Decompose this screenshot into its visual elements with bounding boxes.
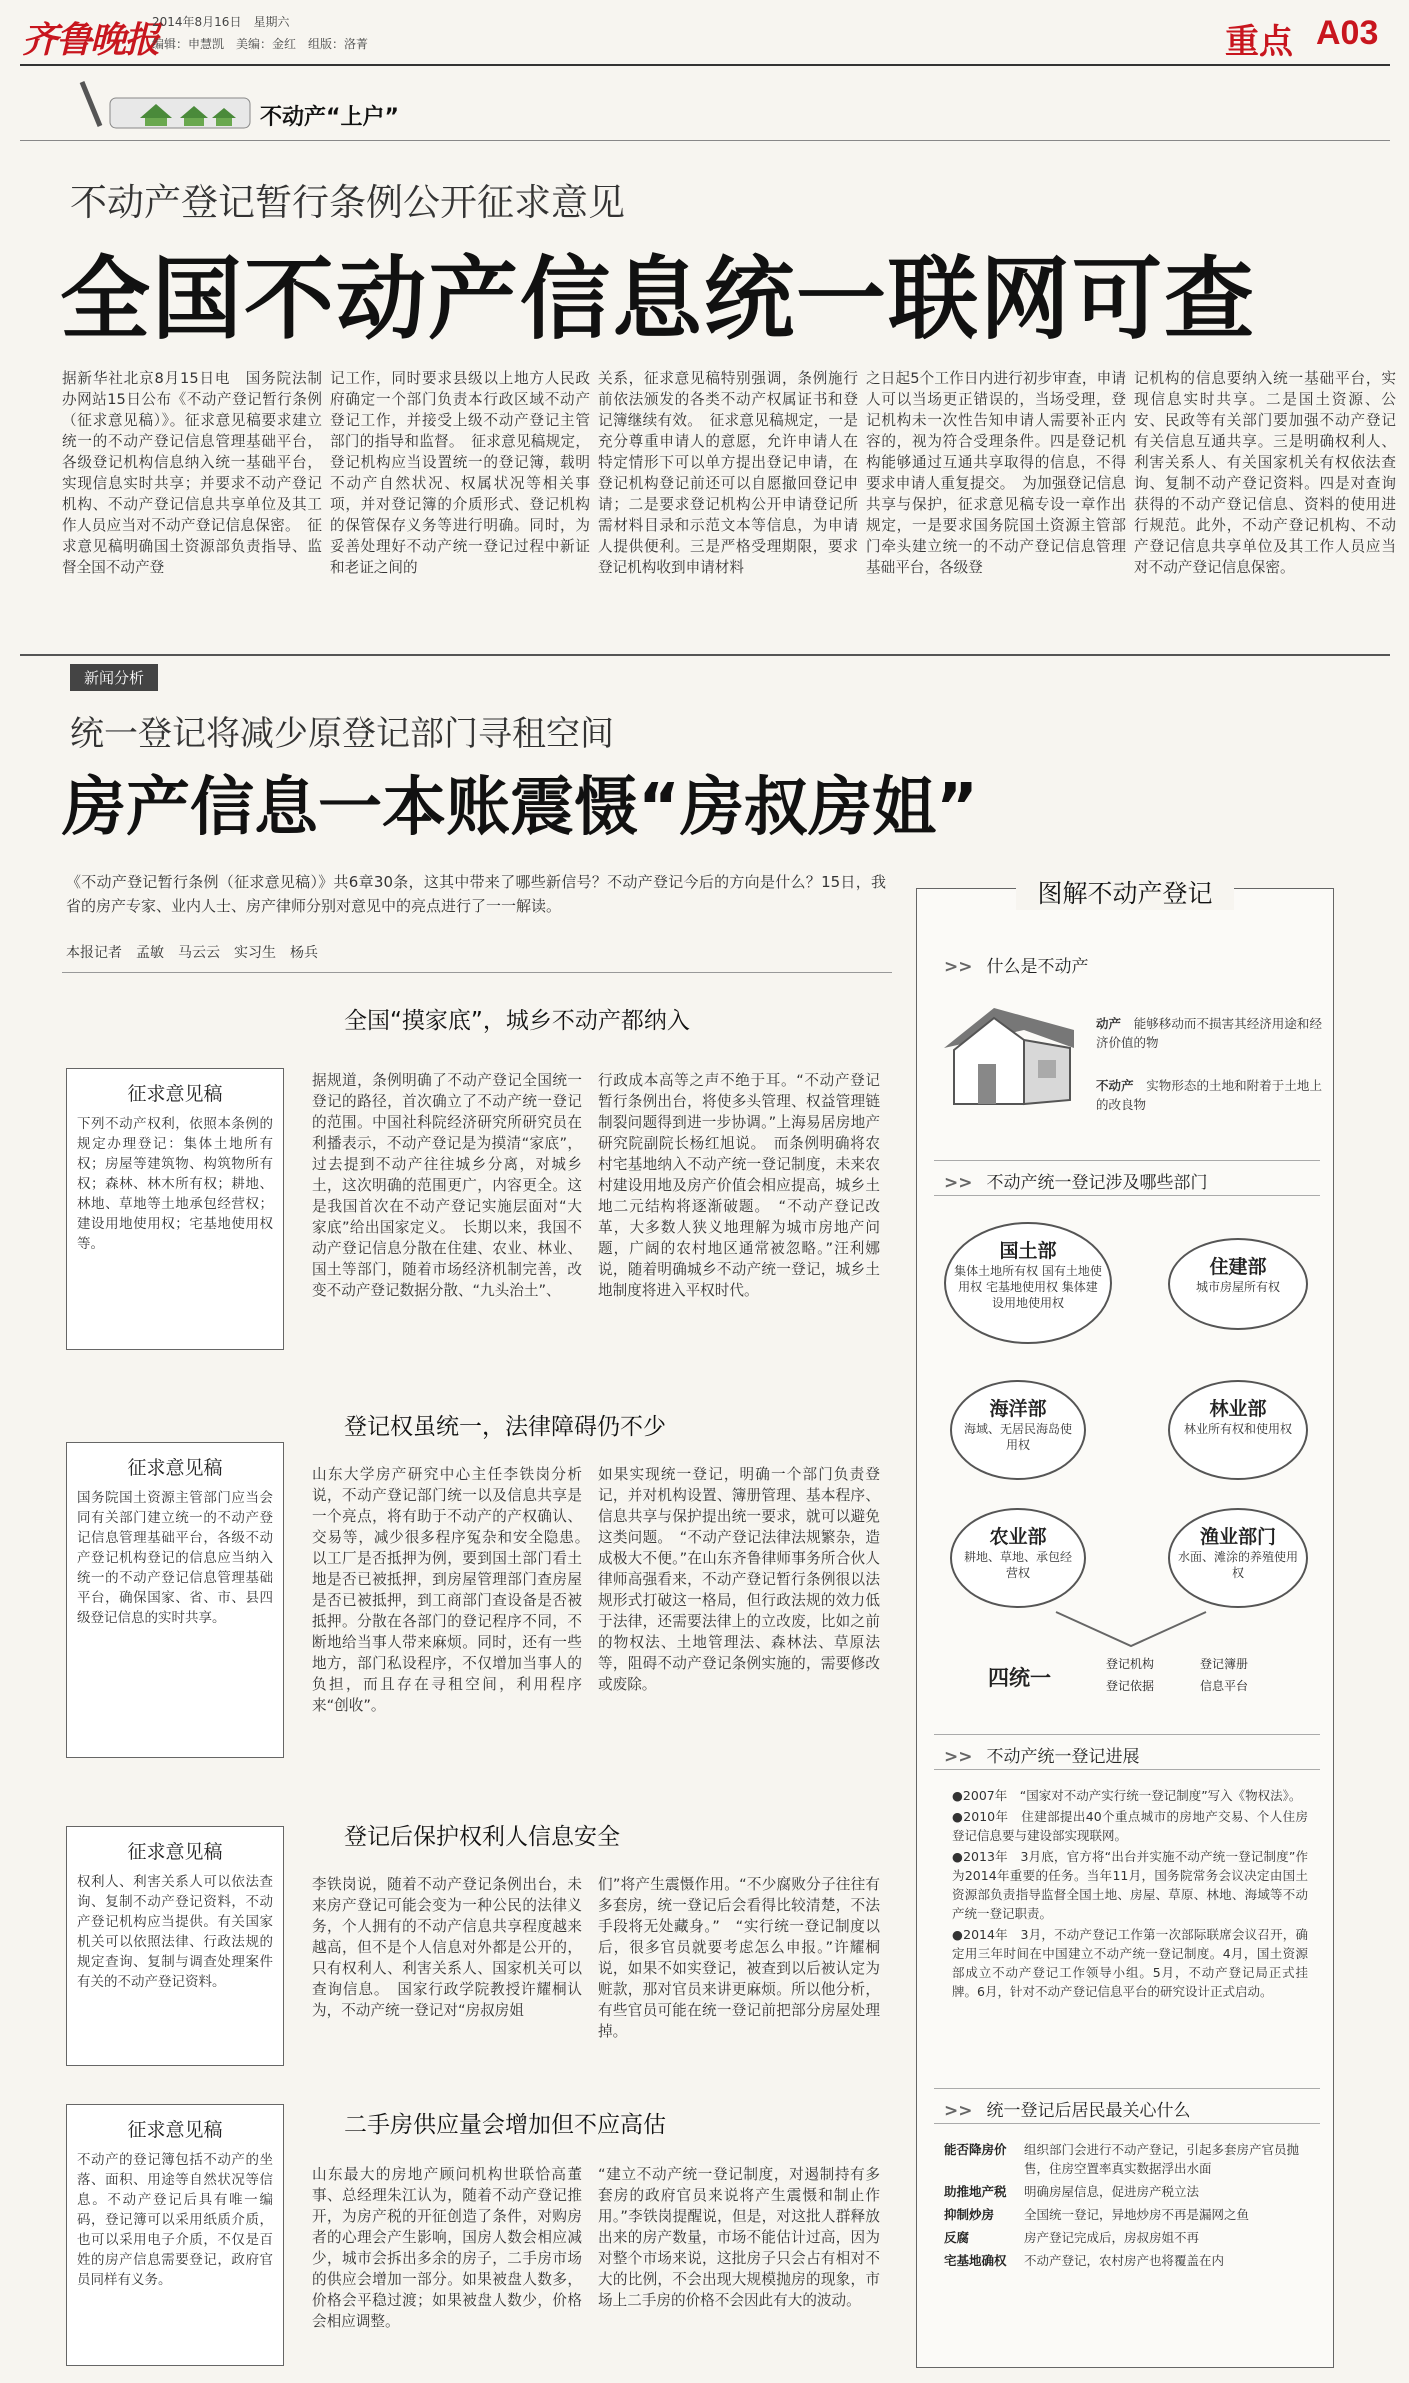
editors-line: 编辑：申慧凯 美编：金红 组版：洛菁	[152, 37, 369, 51]
house-pen-icon	[70, 78, 260, 134]
section2-title: 登记权虽统一，法律障碍仍不少	[344, 1414, 666, 1440]
newspaper-logo: 齐鲁晚报	[22, 19, 159, 61]
article1-col-4: 之日起5个工作日内进行初步审查，申请人可以当场更正错误的，当场受理，登记机构未一次性告知申请人需要补正内容的，视为符合受理条件。四是登记机构能够通过互通共享取得的信息，不得要求申请人重复提交。 为加强登记信息共享与保护，征求意见稿专设一章作出规定，一是要求国务院国土资源主管部门牵头建立统一的不动产登记信息管理基础平台，各级登	[866, 370, 1126, 576]
section3-title: 登记后保护权利人信息安全	[344, 1824, 620, 1850]
four-item-1: 登记机构	[1106, 1657, 1155, 1671]
concern-key: 能否降房价	[944, 2142, 1007, 2157]
infographic-s3-title	[944, 1742, 1312, 1767]
dept-fishery-name: 渔业部门	[1199, 1526, 1276, 1548]
dept-land-name: 国土部	[999, 1240, 1057, 1262]
concern-key: 抑制炒房	[944, 2207, 995, 2222]
sidebox-2	[66, 1442, 284, 1758]
timeline-item-2014: ●2014年 3月，不动产登记工作第一次部际联席会议召开，确定用三年时间在中国建立不动产统一登记制度。4月，国土资源部成立不动产登记工作领导小组。5月，不动产登记局正式挂牌。6月，针对不动产登记信息平台的研究设计正式启动。	[952, 1927, 1308, 1999]
dept-forestry-desc: 林业所有权和使用权	[1183, 1422, 1292, 1436]
four-item-2: 登记簿册	[1200, 1657, 1249, 1671]
article1-kicker: 不动产登记暂行条例公开征求意见	[70, 181, 625, 224]
concern-row	[944, 2182, 1310, 2201]
movable-key: 动产	[1096, 1016, 1122, 1031]
dept-ocean-desc: 海域、无居民海岛使用权	[963, 1422, 1072, 1452]
concern-value: 组织部门会进行不动产登记，引起多套房产官员抛售，住房空置率真实数据浮出水面	[1024, 2142, 1300, 2176]
masthead	[0, 0, 1409, 70]
s1-title-text: 什么是不动产	[986, 957, 1089, 977]
dept-agriculture-name: 农业部	[989, 1526, 1047, 1548]
dept-housing-desc: 城市房屋所有权	[1195, 1280, 1280, 1294]
article2-byline: 本报记者 孟敏 马云云 实习生 杨兵	[66, 945, 318, 961]
infographic-s2-title	[944, 1168, 1312, 1193]
concern-row	[944, 2251, 1310, 2270]
double-chevron-icon: >>	[944, 957, 973, 977]
immovable-key: 不动产	[1096, 1078, 1134, 1093]
timeline-item-2013: ●2013年 3月底，官方将“出台并实施不动产统一登记制度”作为2014年重要的任务。当年11月，国务院常务会议决定由国土资源部负责指导监督全国土地、房屋、草原、林地、海域等不动产统一登记职责。	[952, 1849, 1308, 1921]
dept-agriculture-desc: 耕地、草地、承包经营权	[963, 1550, 1072, 1580]
dept-housing-name: 住建部	[1209, 1256, 1267, 1278]
dept-land	[944, 1222, 1112, 1344]
column-label-text: 不动产“上户”	[260, 105, 399, 130]
sidebox-1-text: 下列不动产权利，依照本条例的规定办理登记：集体土地所有权；房屋等建筑物、构筑物所有权；森林、林木所有权；耕地、林地、草地等土地承包经营权；建设用地使用权；宅基地使用权等。	[77, 1116, 273, 1252]
s3-title-text: 不动产统一登记进展	[986, 1747, 1140, 1767]
dept-forestry	[1168, 1380, 1308, 1480]
dept-fishery-desc: 水面、滩涂的养殖使用权	[1178, 1550, 1299, 1580]
concern-value: 房产登记完成后，房叔房姐不再	[1024, 2230, 1200, 2245]
dept-land-desc: 集体土地所有权 国有土地使用权 宅基地使用权 集体建设用地使用权	[954, 1264, 1102, 1310]
sidebox-3-text: 权利人、利害关系人可以依法查询、复制不动产登记资料，不动产登记机构应当提供。有关国家机关可以依照法律、行政法规的规定查询、复制与调查处理案件有关的不动产登记资料。	[77, 1874, 273, 1990]
timeline-item-2010: ●2010年 住建部提出40个重点城市的房地产交易、个人住房登记信息要与建设部实现联网。	[952, 1809, 1308, 1843]
concern-key: 助推地产税	[944, 2184, 1007, 2199]
section4-title: 二手房供应量会增加但不应高估	[344, 2112, 666, 2138]
concern-key: 反腐	[944, 2230, 970, 2245]
sidebox-4-text: 不动产的登记簿包括不动产的坐落、面积、用途等自然状况等信息。不动产登记后具有唯一编码，登记簿可以采用纸质介质，也可以采用电子介质，不仅是百姓的房产信息需要登记，政府官员同样有义务。	[77, 2152, 273, 2288]
column-rule	[20, 140, 1390, 141]
article2-headline: 房产信息一本账震慑“房叔房姐”	[62, 771, 979, 845]
section3-col-1: 李铁岗说，随着不动产登记条例出台，未来房产登记可能会变为一种公民的法律义务，个人拥有的不动产信息共享程度越来越高，但不是个人信息对外都是公开的，只有权利人、利害关系人、国家机关可以查询信息。 国家行政学院教授许耀桐认为，不动产统一登记对“房叔房姐	[312, 1876, 582, 2019]
section1-title: 全国“摸家底”，城乡不动产都纳入	[344, 1008, 690, 1034]
article-divider	[20, 654, 1390, 656]
masthead-rule	[20, 64, 1390, 66]
column-label	[70, 78, 490, 138]
article1-col-3: 关系，征求意见稿特别强调，条例施行前依法颁发的各类不动产权属证书和登记簿继续有效。 征求意见稿规定，一是充分尊重申请人的意愿，允许申请人在特定情形下可以单方提出登记申请，在登记机构登记前还可以自愿撤回登记申请；二是要求登记机构公开申请登记所需材料目录和示范文本等信息，为申请人提供便利。三是严格受理期限，要求登记机构收到申请材料	[598, 370, 858, 576]
date-line: 2014年8月16日 星期六	[152, 15, 290, 29]
infographic-s4-title	[944, 2096, 1312, 2121]
infographic-s1-title	[944, 952, 1312, 977]
section2-col-1: 山东大学房产研究中心主任李铁岗分析说，不动产登记部门统一以及信息共享是一个亮点，将有助于不动产的产权确认、交易等，减少很多程序冤杂和安全隐患。 以工厂是否抵押为例，要到国土部门看土地是否已被抵押，到房屋管理部门查房屋是否已被抵押，到工商部门查设备是否被抵押。分散在各部门的登记程序不同，不断地给当事人带来麻烦。同时，还有一些地方，部门私设程序，不仅增加当事人的负担，而且存在寻租空间，利用程序来“创收”。	[312, 1466, 597, 1714]
section1-col-2: 行政成本高等之声不绝于耳。“不动产登记暂行条例出台，将使多头管理、权益管理链制裂问题得到进一步协调。”上海易居房地产研究院副院长杨红旭说。 而条例明确将农村宅基地纳入不动产统一登记制度，未来农村建设用地及房产价值会相应提高，城乡土地二元结构将逐渐破题。 “不动产登记改革，大多数人狭义地理解为城市房地产问题，广阔的农村地区通常被忽略。”汪利娜说，随着明确城乡不动产统一登记，城乡土地制度将进入平权时代。	[598, 1072, 880, 1299]
dept-ocean	[950, 1380, 1086, 1480]
dept-forestry-name: 林业部	[1209, 1398, 1267, 1420]
four-item-4: 信息平台	[1200, 1679, 1249, 1693]
sidebox-4	[66, 2104, 284, 2366]
dept-ocean-name: 海洋部	[989, 1398, 1047, 1420]
movable-property	[1096, 1014, 1322, 1052]
double-chevron-icon-2: >>	[944, 1173, 973, 1193]
dept-fishery	[1168, 1508, 1308, 1608]
four-unify-label: 四统一	[988, 1666, 1051, 1690]
section1-col-1: 据规道，条例明确了不动产登记全国统一登记的路径，首次确立了不动产统一登记的范围。中国社科院经济研究所研究员在利播表示，不动产登记是为摸清“家底”，过去提到不动产往往城乡分离，对城乡土，这次明确的范围更广，内容更全。这是我国首次在不动产登记实施层面对“大家底”给出国家定义。 长期以来，我国不动产登记信息分散在住建、农业、林业、国土等部门，随着市场经济机制完善，改变不动产登记数据分散、“九头治土”、	[312, 1072, 582, 1299]
concerns-list	[944, 2140, 1310, 2270]
article1-headline: 全国不动产信息统一联网可查	[60, 247, 1256, 352]
sidebox-1	[66, 1068, 284, 1350]
article1-col-2: 记工作，同时要求县级以上地方人民政府确定一个部门负责本行政区域不动产登记工作，并接受上级不动产登记主管部门的指导和监督。 征求意见稿规定，登记机构应当设置统一的登记簿，载明不动产自然状况、权属状况等相关事项，并对登记簿的介质形式、登记机构的保管保存义务等进行明确。同时，为妥善处理好不动产统一登记过程中新证和老证之间的	[330, 370, 590, 576]
article1-col-5: 记机构的信息要纳入统一基础平台，实现信息实时共享。二是国土资源、公安、民政等有关部门要加强不动产登记有关信息互通共享。三是明确权利人、利害关系人、有关国家机关有权依法查询、复制不动产登记资料。四是对查询获得的不动产登记信息、资料的使用进行规范。此外，不动产登记机构、不动产登记信息共享单位及其工作人员应当对不动产登记信息保密。	[1134, 370, 1396, 576]
concern-value: 明确房屋信息，促进房产税立法	[1024, 2184, 1200, 2199]
sidebox-3-title: 征求意见稿	[127, 1841, 223, 1863]
immovable-property	[1096, 1076, 1322, 1114]
sidebox-2-title: 征求意见稿	[127, 1457, 223, 1479]
four-item-3: 登记依据	[1106, 1679, 1155, 1693]
double-chevron-icon-4: >>	[944, 2101, 973, 2121]
sidebox-1-title: 征求意见稿	[127, 1083, 223, 1105]
sidebox-2-text: 国务院国土资源主管部门应当会同有关部门建立统一的不动产登记信息管理基础平台，各级不动产登记机构登记的信息应当纳入统一的不动产登记信息管理基础平台，确保国家、省、市、县四级登记信息的实时共享。	[77, 1490, 273, 1626]
concern-value: 不动产登记，农村房产也将覆盖在内	[1024, 2253, 1225, 2268]
article1-col-1: 据新华社北京8月15日电 国务院法制办网站15日公布《不动产登记暂行条例（征求意见稿）》。征求意见稿要求建立统一的不动产登记信息管理基础平台，各级登记机构信息纳入统一基础平台，实现信息实时共享；并要求不动产登记机构、不动产登记信息共享单位及其工作人员应当对不动产登记信息保密。 征求意见稿明确国土资源部负责指导、监督全国不动产登	[62, 370, 322, 576]
byline-rule	[62, 972, 892, 973]
timeline	[952, 1786, 1308, 2001]
house-icon	[934, 1000, 1084, 1110]
immovable-desc: 实物形态的土地和附着于土地上的改良物	[1096, 1078, 1322, 1112]
section4-col-1: 山东最大的房地产顾问机构世联恰高董事、总经理朱江认为，随着不动产登记推开，为房产税的开征创造了条件，对购房者的心理会产生影响，国房人数会相应减少，城市会拆出多余的房子，二手房市场的供应会增加一部分。如果被盘人数多，价格会平稳过渡；如果被盘人数少，价格会相应调整。	[312, 2166, 582, 2330]
movable-desc: 能够移动而不损害其经济用途和经济价值的物	[1096, 1016, 1322, 1050]
sidebox-3	[66, 1826, 284, 2066]
section-name: 重点	[1225, 22, 1293, 62]
concern-row	[944, 2140, 1310, 2178]
double-chevron-icon-3: >>	[944, 1747, 973, 1767]
section4-col-2: “建立不动产统一登记制度，对遏制持有多套房的政府官员来说将产生震慑和制止作用。”李铁岗提醒说，但是，对这批人群释放出来的房产数量，市场不能估计过高，因为对整个市场来说，这批房子只会占有相对不大的比例，不会出现大规模抛房的现象，市场上二手房的价格不会因此有大的波动。	[598, 2166, 880, 2309]
dept-housing	[1168, 1238, 1308, 1330]
sidebox-4-title: 征求意见稿	[127, 2119, 223, 2141]
page-number: A03	[1316, 14, 1379, 52]
timeline-item-2007: ●2007年 “国家对不动产实行统一登记制度”写入《物权法》。	[952, 1788, 1302, 1803]
concern-value: 全国统一登记，异地炒房不再是漏网之鱼	[1024, 2207, 1250, 2222]
concern-row	[944, 2228, 1310, 2247]
concern-key: 宅基地确权	[944, 2253, 1007, 2268]
infographic-title: 图解不动产登记	[1016, 874, 1234, 910]
section2-col-2: 如果实现统一登记，明确一个部门负责登记，并对机构设置、簿册管理、基本程序、信息共享与保护提出统一要求，就可以避免这类问题。 “不动产登记法律法规繁杂，造成极大不便。”在山东齐鲁律师事务所合伙人律师高强看来，不动产登记暂行条例很以法规形式打破这一格局，但行政法规的效力低于法律，还需要法律上的立改废，比如之前的物权法、土地管理法、森林法、草原法等，阻碍不动产登记条例实施的，需要修改或废除。	[598, 1466, 880, 1693]
dept-agriculture	[950, 1508, 1086, 1608]
article2-lead: 《不动产登记暂行条例（征求意见稿）》共6章30条，这其中带来了哪些新信号？不动产登记今后的方向是什么？15日，我省的房产专家、业内人士、房产律师分别对意见中的亮点进行了一一解读。	[66, 873, 886, 915]
news-analysis-tag: 新闻分析	[70, 664, 158, 691]
chevron-down-shape	[1056, 1612, 1206, 1652]
s2-title-text: 不动产统一登记涉及哪些部门	[986, 1173, 1208, 1193]
article2-kicker: 统一登记将减少原登记部门寻租空间	[70, 714, 614, 754]
concern-row	[944, 2205, 1310, 2224]
s4-title-text: 统一登记后居民最关心什么	[986, 2101, 1191, 2121]
section3-col-2: 们”将产生震慑作用。“不少腐败分子往往有多套房，统一登记后会看得比较清楚，不法手段将无处藏身。” “实行统一登记制度以后，很多官员就要考虑怎么申报。”许耀桐说，如果不如实登记，被查到以后被认定为赃款，那对官员来讲更麻烦。所以他分析，有些官员可能在统一登记前把部分房屋处理掉。	[598, 1876, 880, 2040]
